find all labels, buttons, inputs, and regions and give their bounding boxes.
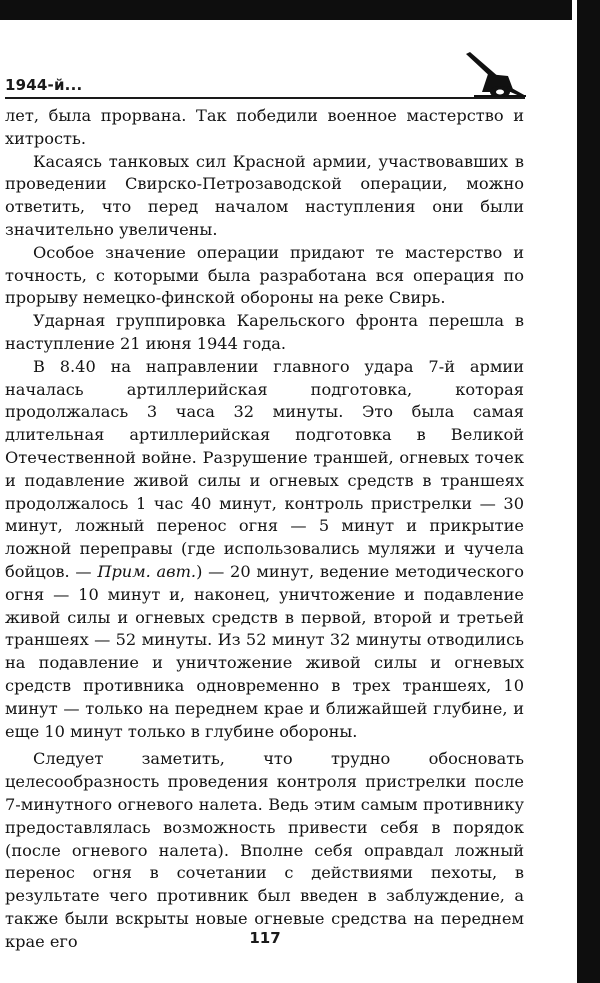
paragraph-text: ) — 20 минут, ведение методического огня — 10 минут и, наконец, уничтожение и подавление живой силы и огневых средств в первой, второй и третьей траншеях — 52 минуты. Из 52 минут 32 минуты отводились на подавление и уничтожение живой силы и огневых средств противника одновременно в трех траншеях, 10 минут — только на переднем крае и ближайшей глубине, и еще 10 минут только в глубине обороны. <box>5 561 525 741</box>
running-head: 1944-й... <box>5 76 83 94</box>
paragraph <box>5 356 524 744</box>
paragraph: Ударная группировка Карельского фронта перешла в наступление 21 июня 1944 года. <box>5 311 524 353</box>
body-text <box>5 105 524 953</box>
header-rule <box>5 97 525 99</box>
page-number: 117 <box>249 929 281 947</box>
paragraph: Особое значение операции придают те мастерство и точность, с которыми была разработана вся операция по прорыву немецко-финской обороны на реке Свирь. <box>5 242 524 308</box>
artillery-gun-icon <box>458 52 528 100</box>
paragraph: Касаясь танковых сил Красной армии, участвовавших в проведении Свирско-Петрозаводской операции, можно ответить, что перед началом наступления они были значительно увеличены. <box>5 151 524 239</box>
paragraph: Следует заметить, что трудно обосновать целесообразность проведения контроля пристрелки после 7-минутного огневого налета. Ведь этим самым противнику предоставлялась возможность привести себя в порядок (после огневого налета). Вполне себя оправдал ложный перенос огня в сочетании с действиями пехоты, в результате чего противник был введен в заблуждение, а также были вскрыты новые огневые средства на переднем крае его <box>5 749 524 951</box>
author-note: Прим. авт. <box>97 561 197 581</box>
paragraph-text: В 8.40 на направлении главного удара 7-й армии началась артиллерийская подготовка, которая продолжалась 3 часа 32 минуты. Это была самая длительная артиллерийская подготовка в Великой Отечественной войне. Разрушение траншей, огневых точек и подавление живой силы и огневых средств в траншеях продолжалось 1 час 40 минут, контроль пристрелки — 30 минут, ложный перенос огня — 5 минут и прикрытие ложной переправы (где использовались муляжи и чучела бойцов. — <box>5 356 524 581</box>
paragraph: лет, была прорвана. Так победили военное мастерство и хитрость. <box>5 106 524 148</box>
right-scan-border <box>577 0 600 983</box>
